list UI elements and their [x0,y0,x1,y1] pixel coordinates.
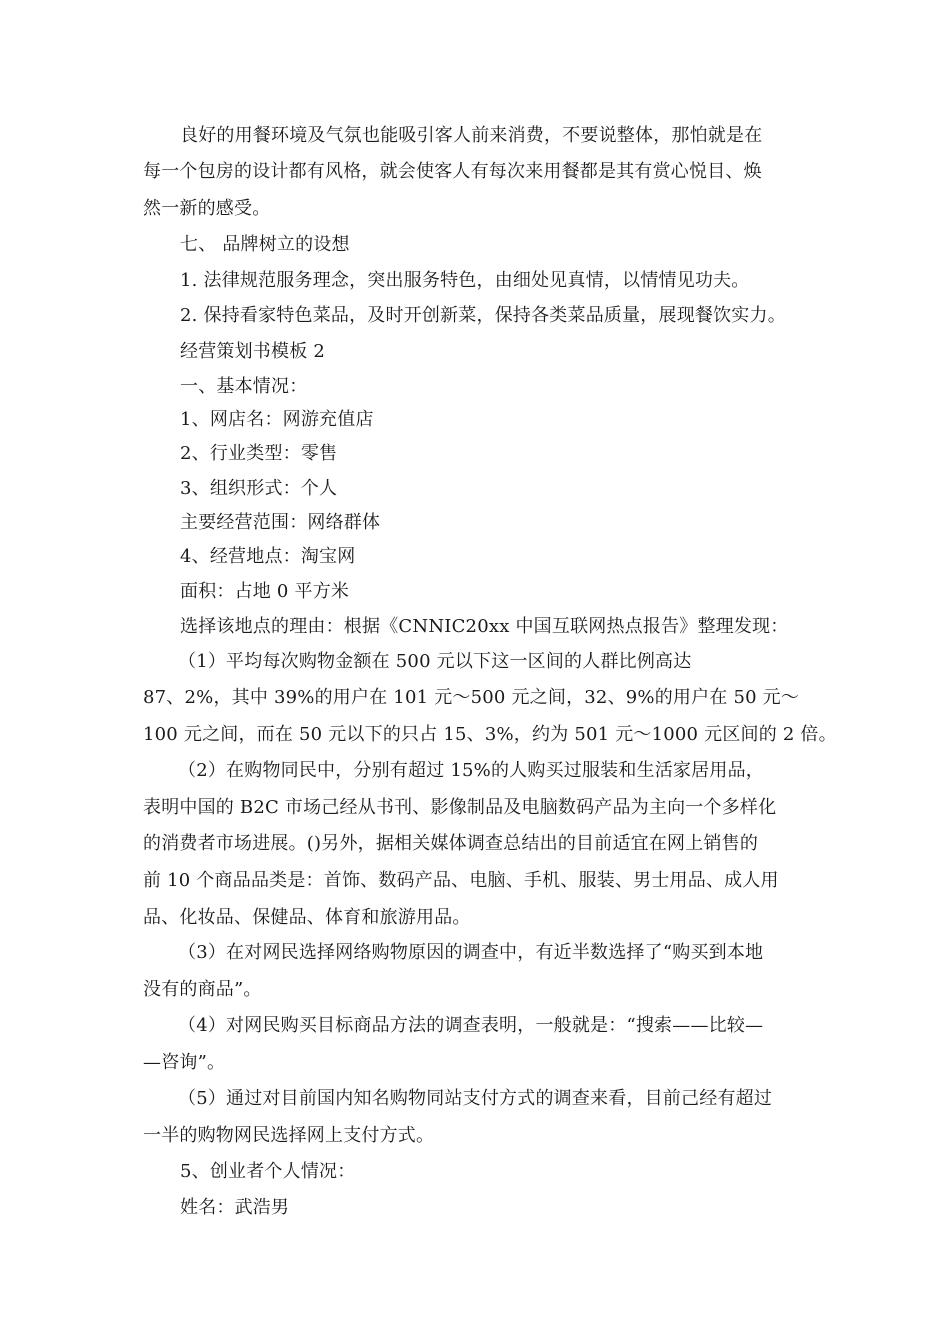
paragraph-line: （1）平均每次购物金额在 500 元以下这一区间的人群比例高达 [178,651,692,672]
paragraph-line: （5）通过对目前国内知名购物同站支付方式的调查来看，目前己经有超过 [178,1088,773,1109]
paragraph-line: （4）对网民购买目标商品方法的调查表明，一般就是：“搜索——比较— [178,1015,764,1036]
info-item: 姓名：武浩男 [180,1197,290,1218]
section-heading: 5、创业者个人情况： [180,1161,356,1182]
info-item: 1、网店名：网游充值店 [180,409,374,430]
paragraph-line: 100 元之间，而在 50 元以下的只占 15、3%，约为 501 元～1000 元区间的 2 倍。 [143,724,837,745]
section-heading: 七、 品牌树立的设想 [180,234,350,255]
paragraph-line: （3）在对网民选择网络购物原因的调查中，有近半数选择了“购买到本地 [178,942,764,963]
document-title: 经营策划书模板 2 [180,341,325,362]
info-item: 4、经营地点：淘宝网 [180,546,356,567]
paragraph-line: 的消费者市场进展。()另外，据相关媒体调查总结出的目前适宜在网上销售的 [143,833,759,854]
paragraph-line: 选择该地点的理由：根据《CNNIC20xx 中国互联网热点报告》整理发现： [180,616,789,637]
paragraph-line: —咨询”。 [143,1052,226,1073]
section-heading: 一、基本情况： [180,376,308,397]
paragraph-line: （2）在购物同民中，分别有超过 15%的人购买过服装和生活家居用品， [178,760,764,781]
paragraph-line: 没有的商品”。 [143,979,262,1000]
info-item: 2、行业类型：零售 [180,443,338,464]
paragraph-line: 一半的购物网民选择网上支付方式。 [143,1125,435,1146]
paragraph-line: 每一个包房的设计都有风格，就会使客人有每次来用餐都是其有赏心悦目、焕 [143,161,762,182]
info-item: 面积：占地 0 平方米 [180,581,350,602]
list-item: 1. 法律规范服务理念，突出服务特色，由细处见真情，以情情见功夫。 [180,270,750,291]
list-item: 2. 保持看家特色菜品，及时开创新菜，保持各类菜品质量，展现餐饮实力。 [180,305,786,326]
paragraph-line: 87、2%，其中 39%的用户在 101 元～500 元之间，32、9%的用户在 50 元～ [143,687,800,708]
paragraph-line: 良好的用餐环境及气氛也能吸引客人前来消费，不要说整体，那怕就是在 [180,125,763,146]
info-item: 3、组织形式：个人 [180,478,338,499]
paragraph-line: 前 10 个商品品类是：首饰、数码产品、电脑、手机、服装、男士用品、成人用 [143,870,779,891]
paragraph-line: 表明中国的 B2C 市场己经从书刊、影像制品及电脑数码产品为主向一个多样化 [143,797,777,818]
paragraph-line: 然一新的感受。 [143,198,271,219]
paragraph-line: 品、化妆品、保健品、体育和旅游用品。 [143,907,471,928]
info-item: 主要经营范围：网络群体 [180,512,381,533]
